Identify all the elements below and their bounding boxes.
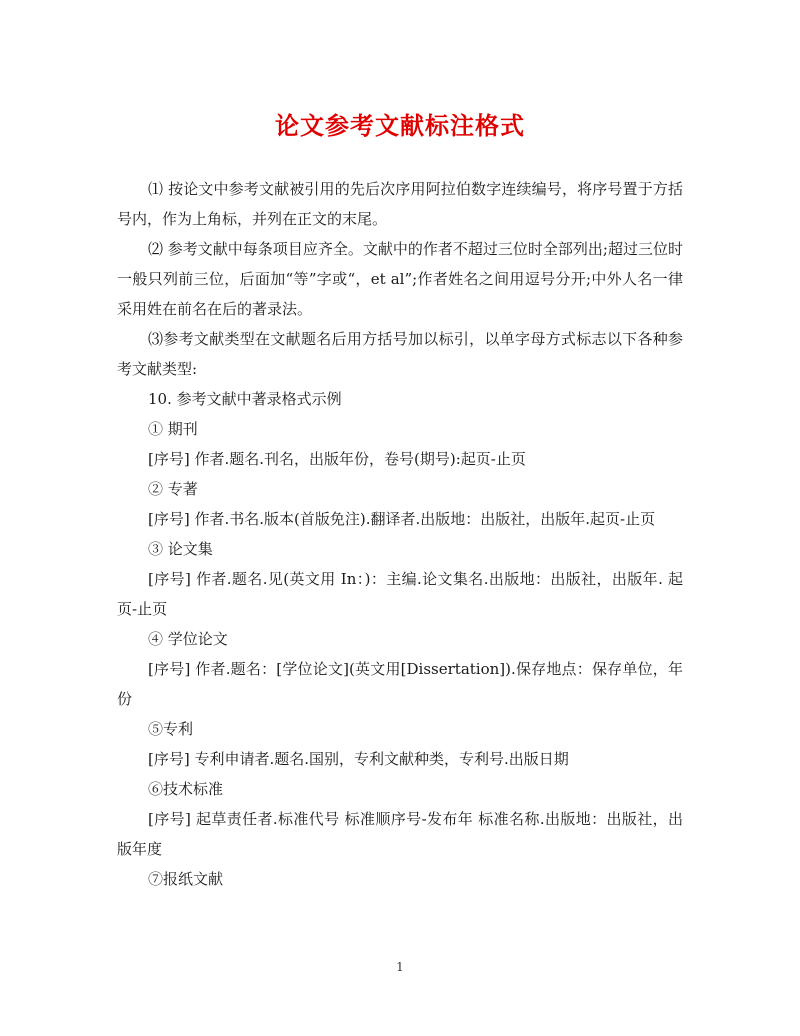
example-format-proceedings: [序号] 作者.题名.见(英文用 In：)：主编.论文集名.出版地：出版社，出版年. 起页-止页 <box>117 570 683 618</box>
example-format-thesis: [序号] 作者.题名：[学位论文](英文用[Dissertation]).保存地点：保存单位，年份 <box>117 660 683 708</box>
example-heading-newspaper: ⑦报纸文献 <box>148 870 224 888</box>
example-heading-standard: ⑥技术标准 <box>148 780 224 798</box>
example-heading-proceedings: ③ 论文集 <box>148 540 213 558</box>
example-format-standard: [序号] 起草责任者.标准代号 标准顺序号-发布年 标准名称.出版地：出版社，出版年度 <box>117 810 683 858</box>
document-body <box>117 174 683 894</box>
example-heading-monograph: ② 专著 <box>148 480 198 498</box>
example-format-patent: [序号] 专利申请者.题名.国别，专利文献种类，专利号.出版日期 <box>148 750 569 768</box>
example-heading-journal: ① 期刊 <box>148 420 198 438</box>
example-format-journal: [序号] 作者.题名.刊名，出版年份，卷号(期号):起页-止页 <box>148 450 526 468</box>
example-heading-thesis: ④ 学位论文 <box>148 630 228 648</box>
paragraph-3: ⑶参考文献类型在文献题名后用方括号加以标引，以单字母方式标志以下各种参考文献类型: <box>117 330 683 378</box>
example-heading-patent: ⑤专利 <box>148 720 194 738</box>
document-title: 论文参考文献标注格式 <box>275 111 525 140</box>
paragraph-2: ⑵ 参考文献中每条项目应齐全。文献中的作者不超过三位时全部列出;超过三位时一般只列前三位，后面加“等”字或“，et al”;作者姓名之间用逗号分开;中外人名一律采用姓在前名在后的著录法。 <box>117 240 683 318</box>
section-heading-examples: 10. 参考文献中著录格式示例 <box>148 390 342 408</box>
paragraph-1: ⑴ 按论文中参考文献被引用的先后次序用阿拉伯数字连续编号，将序号置于方括号内，作为上角标，并列在正文的末尾。 <box>117 180 683 228</box>
example-format-monograph: [序号] 作者.书名.版本(首版免注).翻译者.出版地：出版社，出版年.起页-止页 <box>148 510 656 528</box>
page-number: 1 <box>396 960 404 974</box>
